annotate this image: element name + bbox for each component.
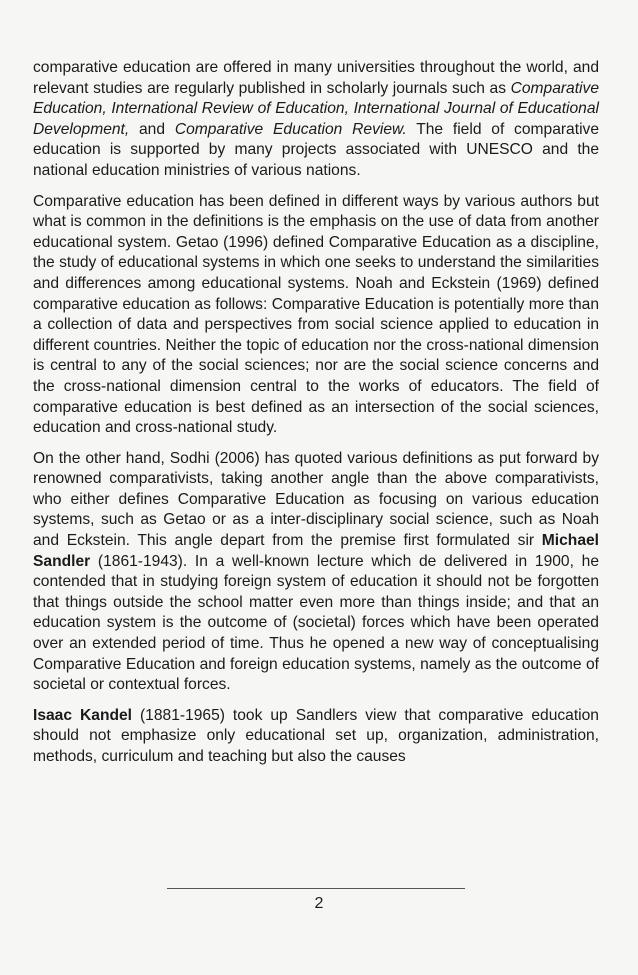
text-segment-bold: Michael Sandler	[33, 532, 599, 570]
text-segment-italic: Comparative Education, International Review of Education, International Journal of Educational Development,	[33, 79, 599, 138]
text-segment: comparative education are offered in many universities throughout the world, and relevant studies are regularly published in scholarly journals such as	[33, 59, 599, 97]
paragraph-1	[33, 58, 599, 182]
paragraph-3	[33, 449, 599, 696]
footer-rule	[167, 888, 465, 889]
page-number: 2	[314, 895, 324, 912]
text-segment-bold: Isaac Kandel	[33, 706, 132, 724]
text-segment-italic: Comparative Education Review.	[174, 120, 407, 138]
text-segment: On the other hand, Sodhi (2006) has quoted various definitions as put forward by renowned comparativists, taking another angle than the above comparativists, who either defines Comparative Education as focusing on various education systems, such as Getao or as a inter-disciplinary social science, such as Noah and Eckstein. This angle depart from the premise first formulated sir	[33, 449, 599, 550]
paragraph-2	[33, 192, 599, 439]
text-segment: (1881-1965) took up Sandlers view that comparative education should not emphasize only educational set up, organization, administration, methods, curriculum and teaching but also the causes	[33, 706, 599, 765]
text-segment: Comparative education has been defined in different ways by various authors but what is common in the definitions is the emphasis on the use of data from another educational system. Getao (1996) defined Comparative Education as a discipline, the study of educational systems in which one seeks to understand the similarities and differences among educational systems. Noah and Eckstein (1969) defined comparative education as follows: Comparative Education is potentially more than a collection of data and perspectives from social science applied to education in different countries. Neither the topic of education nor the cross-national dimension is central to any of the social sciences; nor are the social science concerns and the cross-national dimension central to the works of educators. The field of comparative education is best defined as an intersection of the social sciences, education and cross-national study.	[33, 192, 599, 437]
text-segment: and	[129, 120, 175, 138]
text-segment: (1861-1943). In a well-known lecture which de delivered in 1900, he contended that in studying foreign system of education it should not be forgotten that things outside the school matter even more than things inside; and that an education system is the outcome of (societal) forces which have been operated over an extended period of time. Thus he opened a new way of conceptualising Comparative Education and foreign education systems, namely as the outcome of societal or contextual forces.	[33, 552, 599, 694]
text-segment: The field of comparative education is supported by many projects associated with UNESCO and the national education ministries of various nations.	[33, 120, 599, 179]
paragraph-4	[33, 706, 599, 768]
page-body	[33, 58, 599, 768]
